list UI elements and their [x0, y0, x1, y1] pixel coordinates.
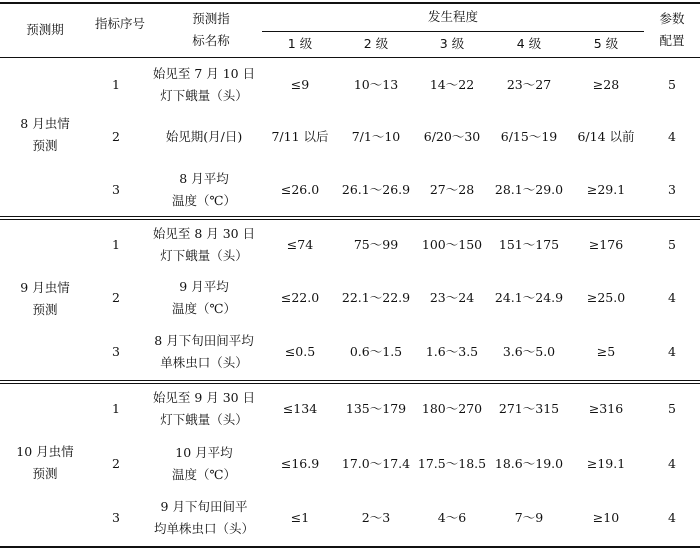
group-divider-2b: [0, 383, 700, 384]
level-5-cell: [568, 507, 644, 529]
row-name-line1: 始见期(月/日): [165, 129, 243, 144]
row-no-text: 2: [112, 290, 120, 305]
level-4-value: 23～27: [506, 77, 552, 92]
level-2-value: 135～179: [345, 401, 407, 416]
level-1-value: ≤0.5: [284, 344, 316, 359]
level-1-cell: [262, 74, 338, 96]
level-1-value: ≤22.0: [280, 290, 320, 305]
group-divider-2a: [0, 380, 700, 381]
header-period-label: 预测期: [26, 22, 64, 37]
group-period-line1: 10 月虫情: [16, 444, 74, 459]
param-value: 5: [668, 237, 676, 252]
level-3-cell: [414, 179, 490, 201]
level-4-cell: [490, 507, 568, 529]
group-period-line2: 预测: [32, 302, 58, 317]
group-divider-1a: [0, 216, 700, 217]
row-name-line2: 单株虫口（头）: [160, 355, 248, 370]
row-name-line1: 始见至 9 月 30 日: [152, 390, 256, 405]
level-4-value: 3.6～5.0: [502, 344, 556, 359]
level-1-cell: [262, 398, 338, 420]
level-3-cell: [414, 398, 490, 420]
row-name-line1: 8 月下旬田间平均: [154, 333, 254, 348]
row-name-line1: 9 月下旬田间平: [160, 499, 248, 514]
level-3-value: 27～28: [429, 182, 475, 197]
level-2-cell: [338, 74, 414, 96]
level-3-cell: [414, 287, 490, 309]
level-1-value: ≤134: [282, 401, 318, 416]
group-divider-1b: [0, 219, 700, 220]
param-cell: [644, 287, 700, 309]
param-value: 3: [668, 182, 676, 197]
level-2-cell: [338, 453, 414, 475]
level-4-cell: [490, 398, 568, 420]
header-bottom-rule: [0, 57, 700, 58]
param-value: 4: [668, 510, 676, 525]
level-5-value: ≥176: [588, 237, 624, 252]
level-5-value: ≥25.0: [586, 290, 626, 305]
row-no: [96, 507, 136, 529]
level-3-value: 17.5～18.5: [417, 456, 487, 471]
row-no-text: 1: [112, 401, 120, 416]
level-3-cell: [414, 126, 490, 148]
level-2-value: 2～3: [361, 510, 391, 525]
row-name-line2: 灯下蛾量（头）: [160, 248, 248, 263]
param-cell: [644, 453, 700, 475]
param-cell: [644, 341, 700, 363]
param-cell: [644, 179, 700, 201]
param-value: 5: [668, 77, 676, 92]
row-no-text: 3: [112, 182, 120, 197]
group-period: [0, 438, 90, 488]
level-2-cell: [338, 234, 414, 256]
level-3-value: 6/20～30: [423, 129, 481, 144]
level-2-value: 17.0～17.4: [341, 456, 411, 471]
row-name-line2: 温度（℃）: [172, 467, 236, 482]
row-name: [140, 126, 268, 148]
param-value: 4: [668, 456, 676, 471]
row-name-line1: 始见至 7 月 10 日: [152, 66, 256, 81]
level-2-cell: [338, 179, 414, 201]
header-period: [0, 8, 90, 52]
row-name-line1: 8 月平均: [179, 171, 229, 186]
param-cell: [644, 507, 700, 529]
param-value: 4: [668, 344, 676, 359]
param-value: 4: [668, 129, 676, 144]
header-index-no-label: 指标序号: [94, 16, 145, 31]
param-cell: [644, 126, 700, 148]
level-4-value: 271～315: [498, 401, 560, 416]
level-2-cell: [338, 341, 414, 363]
row-name: [140, 496, 268, 540]
row-no-text: 3: [112, 510, 120, 525]
level-1-cell: [262, 287, 338, 309]
header-occurrence-label: 发生程度: [427, 9, 478, 24]
row-no: [96, 341, 136, 363]
level-3-cell: [414, 507, 490, 529]
row-name-line1: 始见至 8 月 30 日: [152, 226, 256, 241]
level-4-cell: [490, 287, 568, 309]
level-1-cell: [262, 234, 338, 256]
level-3-cell: [414, 453, 490, 475]
level-1-cell: [262, 453, 338, 475]
level-4-cell: [490, 234, 568, 256]
level-1-value: ≤74: [286, 237, 314, 252]
level-4-cell: [490, 126, 568, 148]
level-3-value: 14～22: [429, 77, 475, 92]
level-2-value: 7/1～10: [351, 129, 401, 144]
level-5-value: ≥28: [592, 77, 620, 92]
row-no: [96, 234, 136, 256]
level-3-value: 1.6～3.5: [425, 344, 479, 359]
row-name-line1: 9 月平均: [179, 279, 229, 294]
bottom-rule: [0, 546, 700, 548]
level-2-cell: [338, 287, 414, 309]
header-level-1: [262, 33, 338, 55]
row-name-line2: 温度（℃）: [172, 193, 236, 208]
row-name-line2: 灯下蛾量（头）: [160, 412, 248, 427]
header-index-no: [88, 4, 152, 44]
level-1-value: 7/11 以后: [271, 129, 329, 144]
level-3-cell: [414, 341, 490, 363]
header-index-name: [160, 6, 262, 54]
level-4-value: 6/15～19: [500, 129, 558, 144]
header-param-line2: 配置: [659, 33, 685, 48]
level-4-value: 18.6～19.0: [494, 456, 564, 471]
level-5-cell: [568, 453, 644, 475]
group-period: [0, 274, 90, 324]
level-2-cell: [338, 398, 414, 420]
param-value: 5: [668, 401, 676, 416]
level-5-value: ≥29.1: [586, 182, 626, 197]
level-2-value: 22.1～22.9: [341, 290, 411, 305]
row-name-line2: 均单株虫口（头）: [153, 521, 254, 536]
row-no: [96, 126, 136, 148]
level-5-cell: [568, 179, 644, 201]
param-cell: [644, 74, 700, 96]
row-name: [140, 63, 268, 107]
header-level-2: [338, 33, 414, 55]
param-cell: [644, 234, 700, 256]
row-no-text: 1: [112, 237, 120, 252]
row-no: [96, 287, 136, 309]
level-1-cell: [262, 179, 338, 201]
row-name: [140, 223, 268, 267]
row-name-line1: 10 月平均: [175, 445, 233, 460]
level-4-value: 28.1～29.0: [494, 182, 564, 197]
row-name: [140, 442, 268, 486]
row-no-text: 3: [112, 344, 120, 359]
group-period-line2: 预测: [32, 466, 58, 481]
group-period-line1: 8 月虫情: [20, 116, 70, 131]
level-5-cell: [568, 341, 644, 363]
level-1-value: ≤16.9: [280, 456, 320, 471]
level-3-value: 4～6: [437, 510, 467, 525]
level-3-value: 23～24: [429, 290, 475, 305]
level-5-cell: [568, 126, 644, 148]
param-cell: [644, 398, 700, 420]
level-5-value: ≥10: [592, 510, 620, 525]
row-no-text: 1: [112, 77, 120, 92]
level-5-cell: [568, 398, 644, 420]
header-occurrence: [262, 4, 644, 30]
level-3-cell: [414, 74, 490, 96]
header-param: [644, 6, 700, 54]
header-level-4-label: 4 级: [516, 36, 542, 51]
group-period: [0, 110, 90, 160]
row-name-line2: 灯下蛾量（头）: [160, 88, 248, 103]
level-2-value: 26.1～26.9: [341, 182, 411, 197]
header-index-name-line2: 标名称: [192, 33, 230, 48]
header-level-3-label: 3 级: [439, 36, 465, 51]
header-level-1-label: 1 级: [287, 36, 313, 51]
level-5-cell: [568, 74, 644, 96]
level-3-value: 100～150: [421, 237, 483, 252]
row-no: [96, 179, 136, 201]
header-level-5: [568, 33, 644, 55]
header-level-4: [490, 33, 568, 55]
row-no: [96, 74, 136, 96]
level-4-cell: [490, 341, 568, 363]
row-name: [140, 387, 268, 431]
levels-underline: [262, 31, 644, 32]
level-5-value: 6/14 以前: [577, 129, 635, 144]
level-3-cell: [414, 234, 490, 256]
row-name: [140, 276, 268, 320]
header-index-name-line1: 预测指: [192, 11, 230, 26]
level-4-value: 24.1～24.9: [494, 290, 564, 305]
param-value: 4: [668, 290, 676, 305]
row-no-text: 2: [112, 129, 120, 144]
header-param-line1: 参数: [659, 11, 685, 26]
row-no-text: 2: [112, 456, 120, 471]
group-period-line2: 预测: [32, 138, 58, 153]
row-name-line2: 温度（℃）: [172, 301, 236, 316]
level-4-value: 151～175: [498, 237, 560, 252]
header-level-3: [414, 33, 490, 55]
level-2-value: 0.6～1.5: [349, 344, 403, 359]
level-4-cell: [490, 179, 568, 201]
header-level-5-label: 5 级: [593, 36, 619, 51]
level-4-cell: [490, 453, 568, 475]
level-2-value: 10～13: [353, 77, 399, 92]
level-2-cell: [338, 126, 414, 148]
level-2-cell: [338, 507, 414, 529]
level-4-value: 7～9: [514, 510, 544, 525]
header-level-2-label: 2 级: [363, 36, 389, 51]
level-1-cell: [262, 126, 338, 148]
row-no: [96, 453, 136, 475]
level-1-cell: [262, 341, 338, 363]
level-1-cell: [262, 507, 338, 529]
group-period-line1: 9 月虫情: [20, 280, 70, 295]
level-5-cell: [568, 234, 644, 256]
level-5-cell: [568, 287, 644, 309]
level-5-value: ≥19.1: [586, 456, 626, 471]
level-1-value: ≤1: [290, 510, 310, 525]
level-1-value: ≤9: [290, 77, 310, 92]
level-2-value: 75～99: [353, 237, 399, 252]
row-name: [140, 168, 268, 212]
level-5-value: ≥316: [588, 401, 624, 416]
level-1-value: ≤26.0: [280, 182, 320, 197]
level-5-value: ≥5: [596, 344, 616, 359]
row-no: [96, 398, 136, 420]
level-3-value: 180～270: [421, 401, 483, 416]
row-name: [140, 330, 268, 374]
level-4-cell: [490, 74, 568, 96]
